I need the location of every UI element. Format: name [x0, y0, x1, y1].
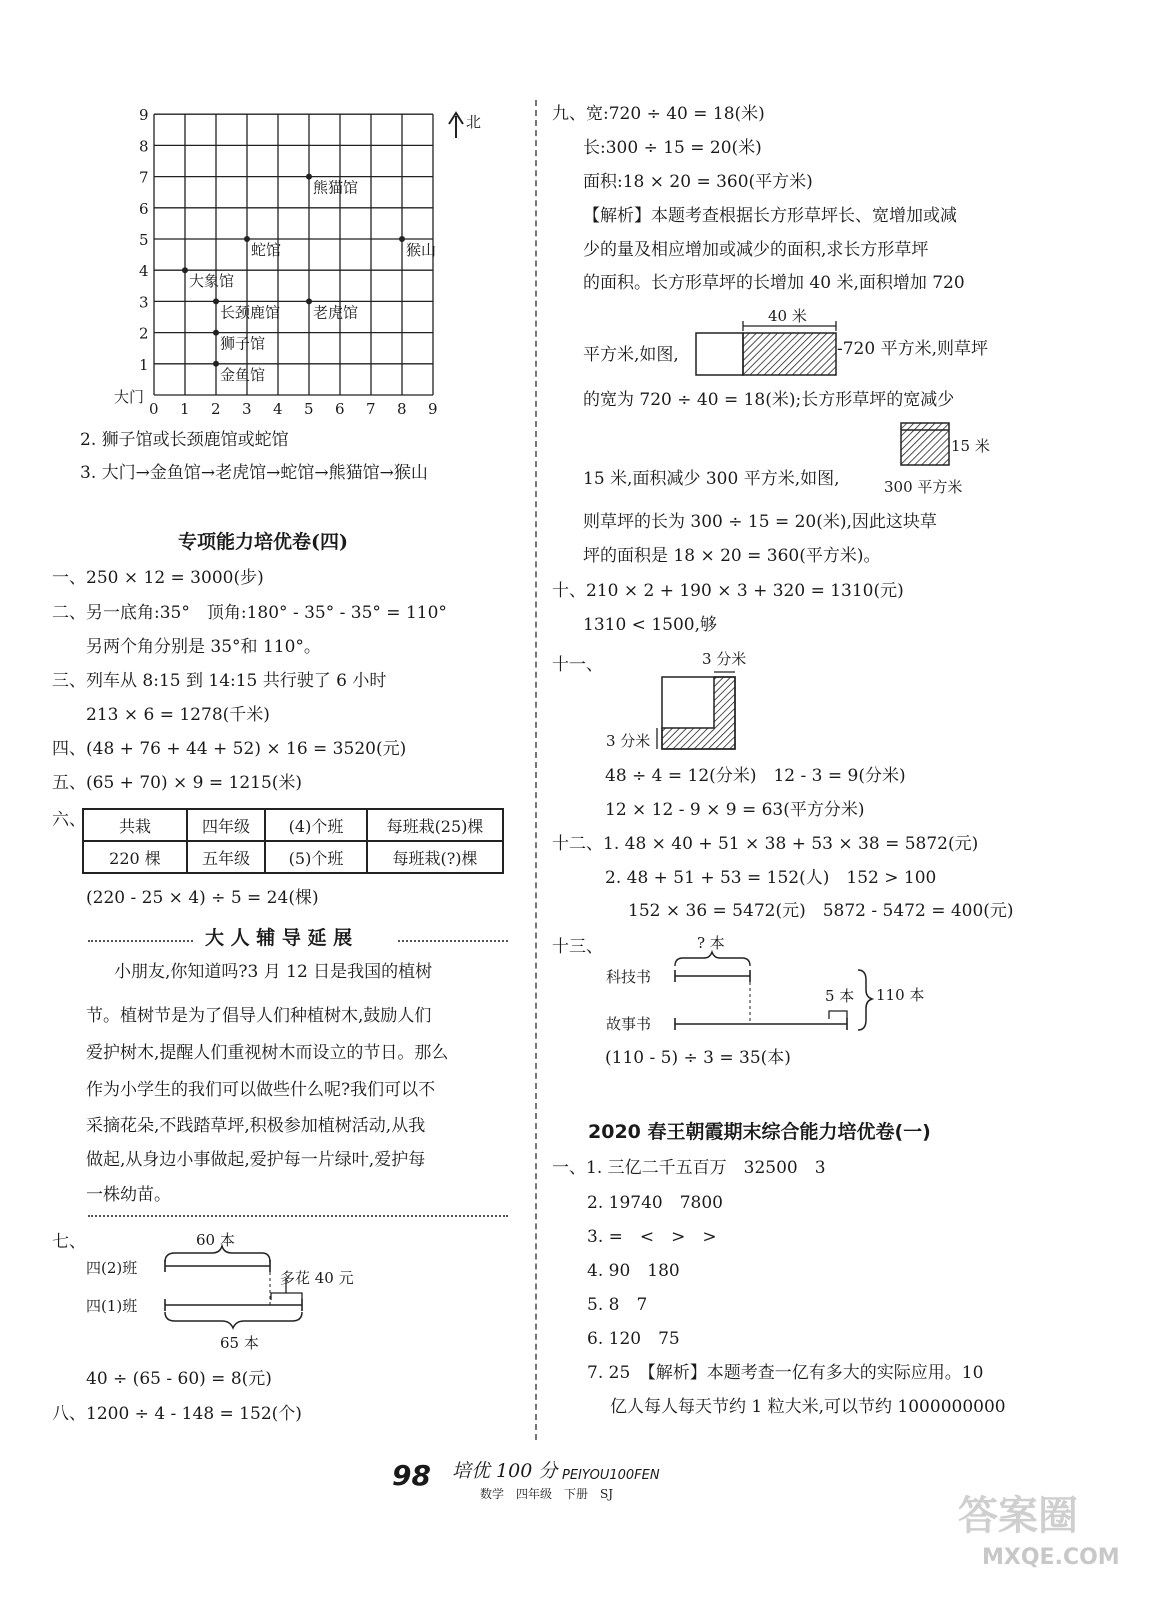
analysis-line: 则草坪的长为 300 ÷ 15 = 20(米),因此这块草	[583, 512, 937, 532]
brace-5	[829, 1011, 847, 1019]
analysis-line: -720 平方米,则草坪	[837, 339, 988, 359]
label-110: 110 本	[876, 986, 925, 1004]
y-tick-label: 2	[139, 324, 149, 343]
label-60: 60 本	[196, 1231, 235, 1249]
answer-line: 四、(48 + 76 + 44 + 52) × 16 = 3520(元)	[52, 739, 407, 759]
label-story: 故事书	[606, 1015, 652, 1033]
extension-title: 大 人 辅 导 延 展	[205, 927, 353, 949]
y-tick-label: 9	[139, 106, 149, 125]
class-41: 四(1)班	[86, 1297, 138, 1315]
answer-line: 亿人每人每天节约 1 粒大米,可以节约 1000000000	[610, 1397, 1006, 1417]
analysis-line: 少的量及相应增加或减少的面积,求长方形草坪	[583, 240, 929, 260]
table-cell: 四年级	[187, 809, 265, 841]
answer-line: 三、列车从 8:15 到 14:15 共行驶了 6 小时	[52, 671, 387, 691]
table-cell: 每班栽(25)棵	[367, 809, 503, 841]
x-tick-label: 0	[149, 400, 159, 418]
label-5: 5 本	[825, 987, 855, 1005]
analysis-line: 的面积。长方形草坪的长增加 40 米,面积增加 720	[583, 273, 965, 293]
place-label: 老虎馆	[313, 303, 359, 322]
place-label: 金鱼馆	[220, 365, 266, 384]
answer-line: 面积:18 × 20 = 360(平方米)	[583, 172, 813, 192]
class-42: 四(2)班	[86, 1259, 138, 1277]
table-cell: (5)个班	[265, 841, 367, 873]
extension-text: 小朋友,你知道吗?3 月 12 日是我国的植树	[114, 962, 433, 982]
extension-text: 一株幼苗。	[86, 1185, 171, 1205]
x-tick-label: 9	[428, 400, 438, 418]
answer-line: 一、250 × 12 = 3000(步)	[52, 568, 264, 588]
label-science: 科技书	[606, 968, 652, 986]
answer-line: 3. = < > >	[587, 1227, 717, 1247]
watermark-url: MXQE.COM	[982, 1545, 1120, 1570]
label-300: 300 平方米	[884, 478, 963, 496]
answer-line: 九、宽:720 ÷ 40 = 18(米)	[552, 104, 765, 124]
table-cell: 五年级	[187, 841, 265, 873]
place-label: 大象馆	[189, 272, 235, 291]
label-3dm-left: 3 分米	[606, 732, 651, 750]
place-label: 长颈鹿馆	[220, 303, 281, 322]
table-cell: 220 棵	[83, 841, 187, 873]
brace-bottom	[165, 1312, 302, 1328]
brand-name: 培优 100 分	[452, 1460, 558, 1482]
analysis-line: 15 米,面积减少 300 平方米,如图,	[583, 469, 840, 489]
y-tick-label: 5	[139, 231, 149, 249]
analysis-line: 【解析】本题考查根据长方形草坪长、宽增加或减	[583, 206, 957, 226]
answer-line: 12 × 12 - 9 × 9 = 63(平方分米)	[605, 800, 865, 820]
place-label: 蛇馆	[251, 241, 282, 259]
question-7-label: 七、	[52, 1232, 86, 1252]
answer-line: 五、(65 + 70) × 9 = 1215(米)	[52, 773, 303, 793]
answer-2: 2. 狮子馆或长颈鹿馆或蛇馆	[80, 430, 289, 450]
place-label: 狮子馆	[220, 334, 266, 353]
y-tick-label: 7	[139, 168, 149, 187]
answer-line: 2. 19740 7800	[587, 1193, 723, 1213]
extension-text: 采摘花朵,不践踏草坪,积极参加植树活动,从我	[86, 1116, 426, 1136]
extension-text: 做起,从身边小事做起,爱护每一片绿叶,爱护每	[86, 1150, 426, 1170]
section-title-4: 专项能力培优卷(四)	[178, 531, 348, 553]
label-65: 65 本	[220, 1334, 259, 1352]
answer-line: 213 × 6 = 1278(千米)	[86, 705, 270, 725]
analysis-line: 平方米,如图,	[583, 345, 679, 365]
answer-line: 二、另一底角:35° 顶角:180° - 35° - 35° = 110°	[52, 603, 447, 623]
place-label: 猴山	[406, 241, 437, 259]
brace-more	[271, 1293, 302, 1300]
answer-line: 152 × 36 = 5472(元) 5872 - 5472 = 400(元)	[628, 901, 1014, 921]
page-number: 98	[392, 1459, 431, 1492]
x-tick-label: 2	[211, 400, 221, 418]
x-tick-label: 7	[366, 400, 376, 418]
x-tick-label: 5	[304, 400, 314, 418]
answer-line: 40 ÷ (65 - 60) = 8(元)	[86, 1369, 272, 1389]
x-tick-label: 8	[397, 400, 407, 418]
y-tick-label: 6	[139, 199, 149, 218]
watermark: 答案圈	[958, 1492, 1078, 1539]
question-13-label: 十三、	[552, 937, 603, 957]
answer-line: 7. 25 【解析】本题考查一亿有多大的实际应用。10	[587, 1363, 984, 1383]
subtitle: 数学 四年级 下册 SJ	[480, 1487, 614, 1501]
x-tick-label: 4	[273, 400, 283, 418]
y-tick-label: 8	[139, 137, 149, 156]
north-label: 北	[466, 113, 482, 131]
label-15m: 15 米	[951, 437, 990, 455]
y-tick-label: 4	[139, 262, 149, 281]
answer-line: 长:300 ÷ 15 = 20(米)	[583, 138, 762, 158]
brace-q	[675, 952, 750, 966]
table-cell: 每班栽(?)棵	[367, 841, 503, 873]
answer-line: (220 - 25 × 4) ÷ 5 = 24(棵)	[86, 888, 319, 908]
extension-text: 作为小学生的我们可以做些什么呢?我们可以不	[86, 1080, 436, 1100]
label-3dm-top: 3 分米	[702, 650, 747, 668]
answer-line: 另两个角分别是 35°和 110°。	[86, 637, 321, 657]
answer-line: 5. 8 7	[587, 1295, 648, 1315]
answer-line: 4. 90 180	[587, 1261, 680, 1281]
answer-3: 3. 大门→金鱼馆→老虎馆→蛇馆→熊猫馆→猴山	[80, 463, 428, 483]
answer-line: (110 - 5) ÷ 3 = 35(本)	[605, 1048, 791, 1068]
lawn-rect	[696, 333, 743, 375]
y-tick-label: 1	[139, 355, 149, 374]
answer-line: 1310 < 1500,够	[583, 615, 717, 635]
answer-line: 十二、1. 48 × 40 + 51 × 38 + 53 × 38 = 5872(元)	[552, 834, 979, 854]
brace-110	[858, 970, 872, 1030]
table-cell: (4)个班	[265, 809, 367, 841]
section-title-final: 2020 春王朝霞期末综合能力培优卷(一)	[588, 1121, 931, 1143]
label-q: ? 本	[697, 934, 725, 952]
answer-line: 6. 120 75	[587, 1329, 680, 1349]
answer-line: 2. 48 + 51 + 53 = 152(人) 152 > 100	[605, 868, 937, 888]
analysis-line: 的宽为 720 ÷ 40 = 18(米);长方形草坪的宽减少	[583, 390, 955, 410]
y-tick-label: 3	[139, 293, 149, 312]
answer-line: 一、1. 三亿二千五百万 32500 3	[552, 1158, 826, 1178]
x-tick-label: 6	[335, 400, 345, 418]
extension-text: 节。植树节是为了倡导人们种植树木,鼓励人们	[86, 1006, 432, 1026]
place-label: 熊猫馆	[313, 178, 359, 197]
table-cell: 共栽	[83, 809, 187, 841]
x-tick-label: 1	[180, 400, 190, 418]
added-area	[743, 333, 836, 375]
label-40m: 40 米	[768, 307, 807, 325]
extension-text: 爱护树木,提醒人们重视树木而设立的节日。那么	[86, 1043, 449, 1063]
answer-line: 48 ÷ 4 = 12(分米) 12 - 3 = 9(分米)	[605, 766, 906, 786]
answer-line: 八、1200 ÷ 4 - 148 = 152(个)	[52, 1404, 302, 1424]
question-6-label: 六、	[52, 810, 86, 830]
brand-en: PEIYOU100FEN	[562, 1468, 660, 1483]
x-tick-label: 3	[242, 400, 252, 418]
question-11-label: 十一、	[552, 655, 603, 675]
gate-label: 大门	[114, 388, 145, 406]
label-more: 多花 40 元	[280, 1269, 354, 1287]
analysis-line: 坪的面积是 18 × 20 = 360(平方米)。	[583, 546, 881, 566]
answer-line: 十、210 × 2 + 190 × 3 + 320 = 1310(元)	[552, 581, 904, 601]
